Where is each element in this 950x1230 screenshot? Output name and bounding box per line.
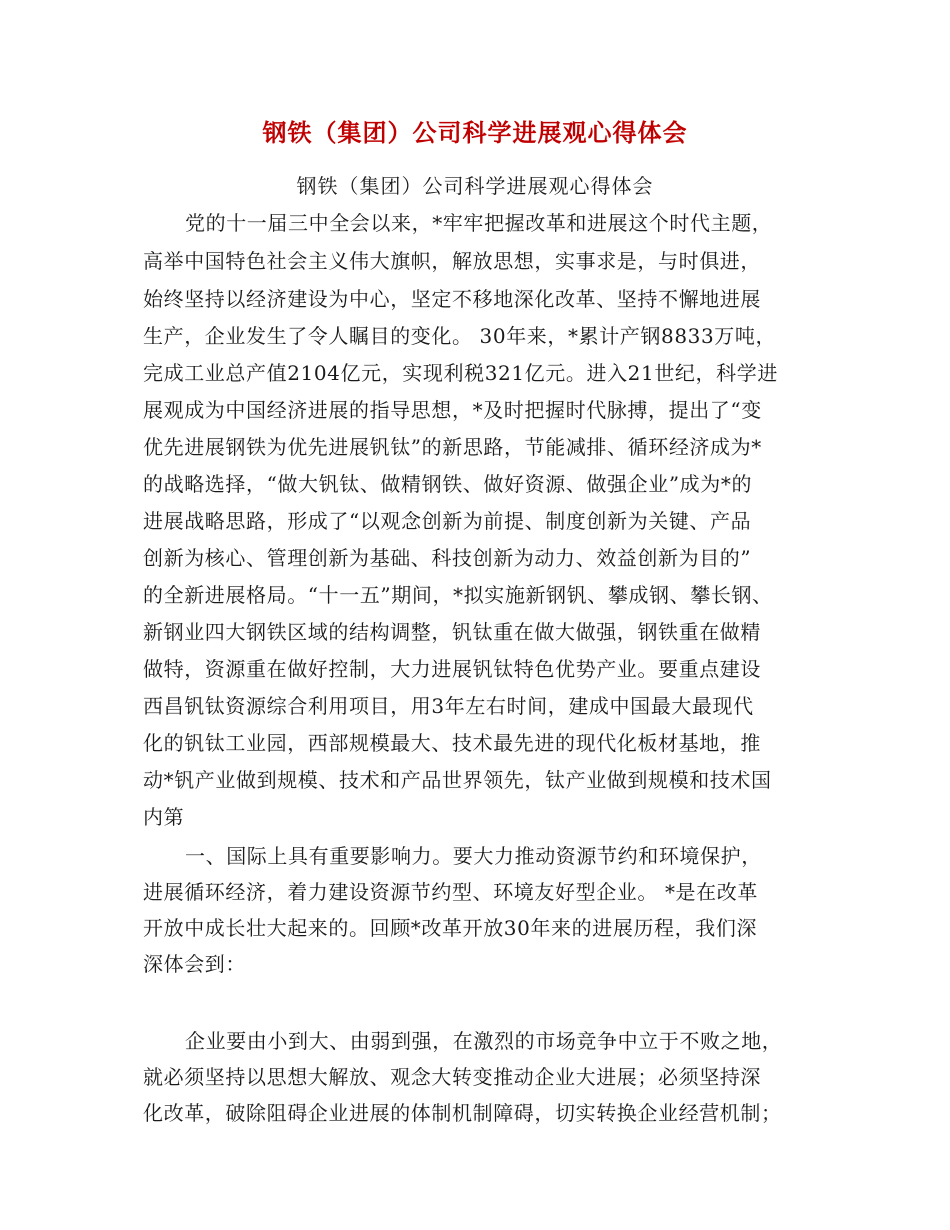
body-line: 企业要由小到大、由弱到强，在激烈的市场竞争中立于不败之地， <box>185 1029 783 1053</box>
body-line: 创新为核心、管理创新为基础、科技创新为动力、效益创新为目的” <box>143 546 752 570</box>
body-line: 的全新进展格局。“十一五”期间，*拟实施新钢钒、攀成钢、攀长钢、 <box>143 583 773 607</box>
body-line: 就必须坚持以思想大解放、观念大转变推动企业大进展；必须坚持深 <box>143 1065 761 1089</box>
document-title: 钢铁（集团）公司科学进展观心得体会 <box>262 119 688 147</box>
body-line: 高举中国特色社会主义伟大旗帜，解放思想，实事求是，与时俱进， <box>143 249 761 273</box>
body-line: 西昌钒钛资源综合利用项目，用3年左右时间，建成中国最大最现代 <box>143 694 754 718</box>
body-line: 新钢业四大钢铁区域的结构调整，钒钛重在做大做强，钢铁重在做精 <box>143 620 761 644</box>
body-line: 开放中成长壮大起来的。回顾*改革开放30年来的进展历程，我们深 <box>143 916 758 940</box>
body-line: 展观成为中国经济进展的指导思想，*及时把握时代脉搏，提出了“变 <box>143 398 762 422</box>
body-line: 动*钒产业做到规模、技术和产品世界领先，钛产业做到规模和技术国 <box>143 768 772 792</box>
body-line: 化的钒钛工业园，西部规模最大、技术最先进的现代化板材基地，推 <box>143 731 761 755</box>
body-line: 党的十一届三中全会以来，*牢牢把握改革和进展这个时代主题， <box>185 211 773 235</box>
body-line: 做特，资源重在做好控制，大力进展钒钛特色优势产业。要重点建设 <box>143 657 761 681</box>
body-line: 完成工业总产值2104亿元，实现利税321亿元。进入21世纪，科学进 <box>143 361 778 385</box>
body-line: 的战略选择，“做大钒钛、做精钢铁、做好资源、做强企业”成为*的 <box>143 472 753 496</box>
document-subtitle: 钢铁（集团）公司科学进展观心得体会 <box>296 174 654 198</box>
body-line: 进展战略思路，形成了“以观念创新为前提、制度创新为关键、产品 <box>143 509 752 533</box>
body-line: 优先进展钢铁为优先进展钒钛”的新思路，节能减排、循环经济成为* <box>143 435 762 459</box>
body-line: 生产，企业发生了令人瞩目的变化。 30年来，*累计产钢8833万吨， <box>143 324 777 348</box>
body-line: 进展循环经济，着力建设资源节约型、环境友好型企业。 *是在改革 <box>143 880 758 904</box>
body-line: 深体会到： <box>143 952 246 976</box>
body-line: 一、国际上具有重要影响力。要大力推动资源节约和环境保护， <box>185 844 762 868</box>
body-line: 内第 <box>143 805 185 829</box>
body-line: 化改革，破除阻碍企业进展的体制机制障碍，切实转换企业经营机制； <box>143 1101 782 1125</box>
body-line: 始终坚持以经济建设为中心，坚定不移地深化改革、坚持不懈地进展 <box>143 287 761 311</box>
